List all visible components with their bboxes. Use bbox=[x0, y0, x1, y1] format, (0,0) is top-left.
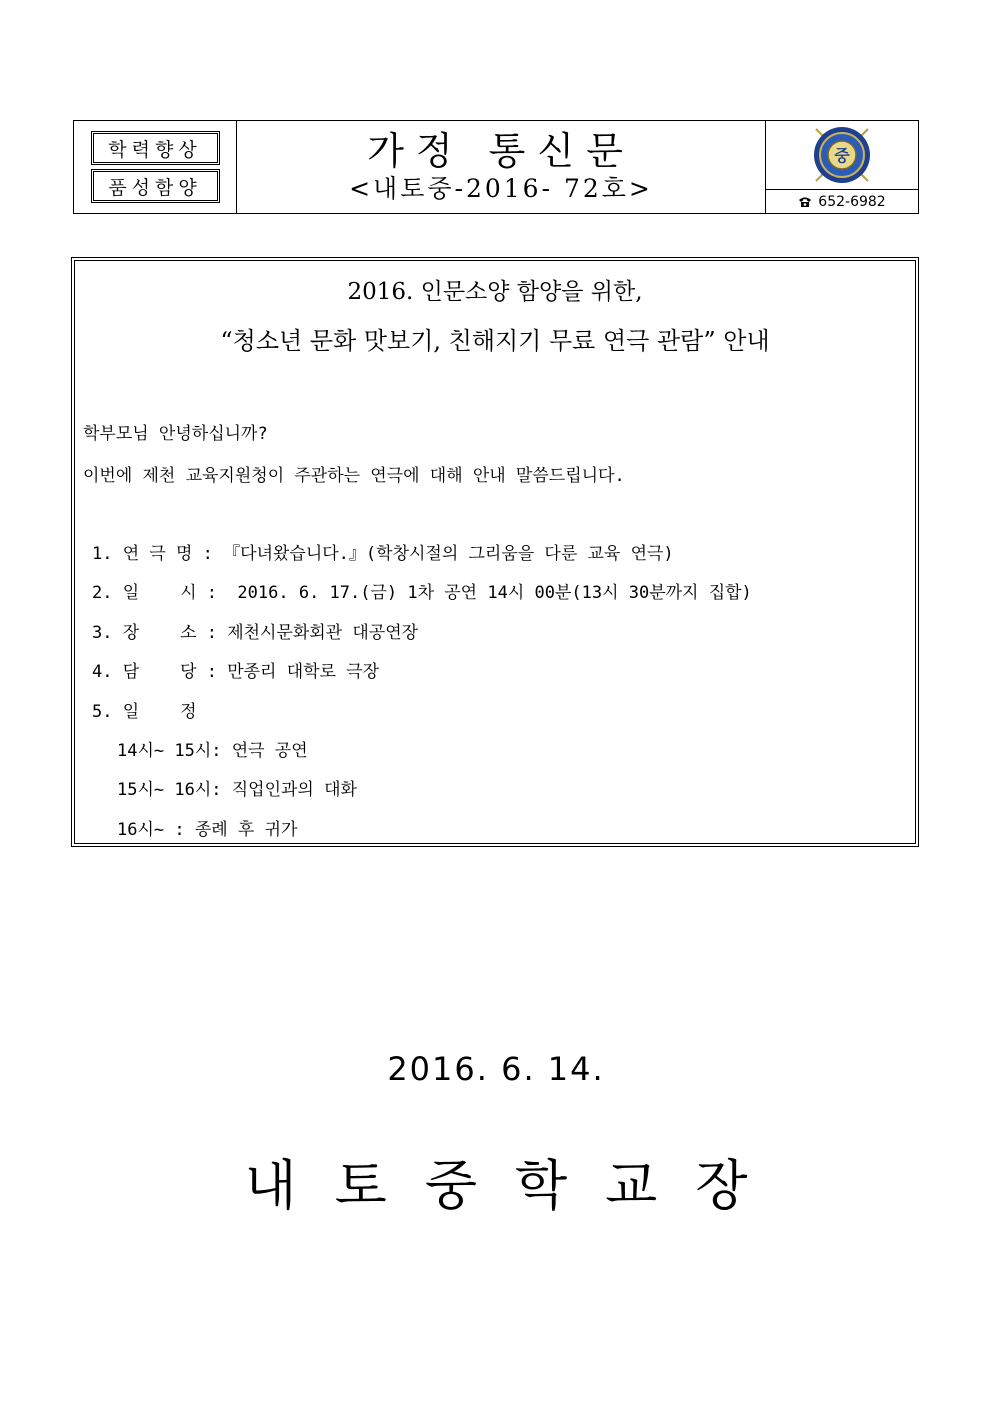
motto-academic: 학력향상 bbox=[91, 131, 220, 165]
item-datetime: 2. 일 시 : 2016. 6. 17.(금) 1차 공연 14시 00분(13시 30분까지 집합) bbox=[92, 583, 752, 603]
telephone-icon bbox=[798, 196, 812, 208]
phone-text: 652-6982 bbox=[818, 193, 886, 210]
document-title: 가정 통신문 bbox=[367, 129, 635, 173]
notice-inner bbox=[74, 260, 916, 844]
notice-box bbox=[71, 257, 919, 847]
issue-date: 2016. 6. 14. bbox=[387, 1050, 605, 1088]
letter-header bbox=[73, 120, 919, 214]
item-venue: 3. 장 소 : 제천시문화회관 대공연장 bbox=[92, 623, 419, 643]
item-play-title: 1. 연 극 명 : 『다녀왔습니다.』(학창시절의 그리움을 다룬 교육 연극) bbox=[92, 544, 674, 564]
schedule-row: 16시~ : 종례 후 귀가 bbox=[117, 820, 298, 840]
document-number: <내토중-2016- 72호> bbox=[349, 174, 653, 203]
school-info-cell bbox=[766, 121, 918, 213]
motto-cell bbox=[74, 121, 237, 213]
phone-number bbox=[766, 189, 918, 213]
intro-text: 이번에 제천 교육지원청이 주관하는 연극에 대해 안내 말씀드립니다. bbox=[83, 466, 625, 486]
motto-character: 품성함양 bbox=[91, 169, 220, 203]
notice-title-line2: “청소년 문화 맛보기, 친해지기 무료 연극 관람” 안내 bbox=[220, 327, 770, 355]
notice-title-line1: 2016. 인문소양 함양을 위한, bbox=[347, 279, 643, 305]
greeting: 학부모님 안녕하십니까? bbox=[83, 424, 268, 444]
item-schedule: 5. 일 정 bbox=[92, 702, 197, 722]
schedule-row: 15시~ 16시: 직업인과의 대화 bbox=[117, 780, 357, 800]
logo-text: 중 bbox=[834, 146, 850, 165]
school-emblem-icon bbox=[808, 121, 876, 189]
item-organizer: 4. 담 당 : 만종리 대학로 극장 bbox=[92, 662, 380, 682]
title-cell bbox=[237, 121, 766, 213]
schedule-row: 14시~ 15시: 연극 공연 bbox=[117, 741, 308, 761]
principal-signature: 내토중학교장 bbox=[244, 1154, 786, 1217]
school-logo bbox=[766, 121, 918, 189]
